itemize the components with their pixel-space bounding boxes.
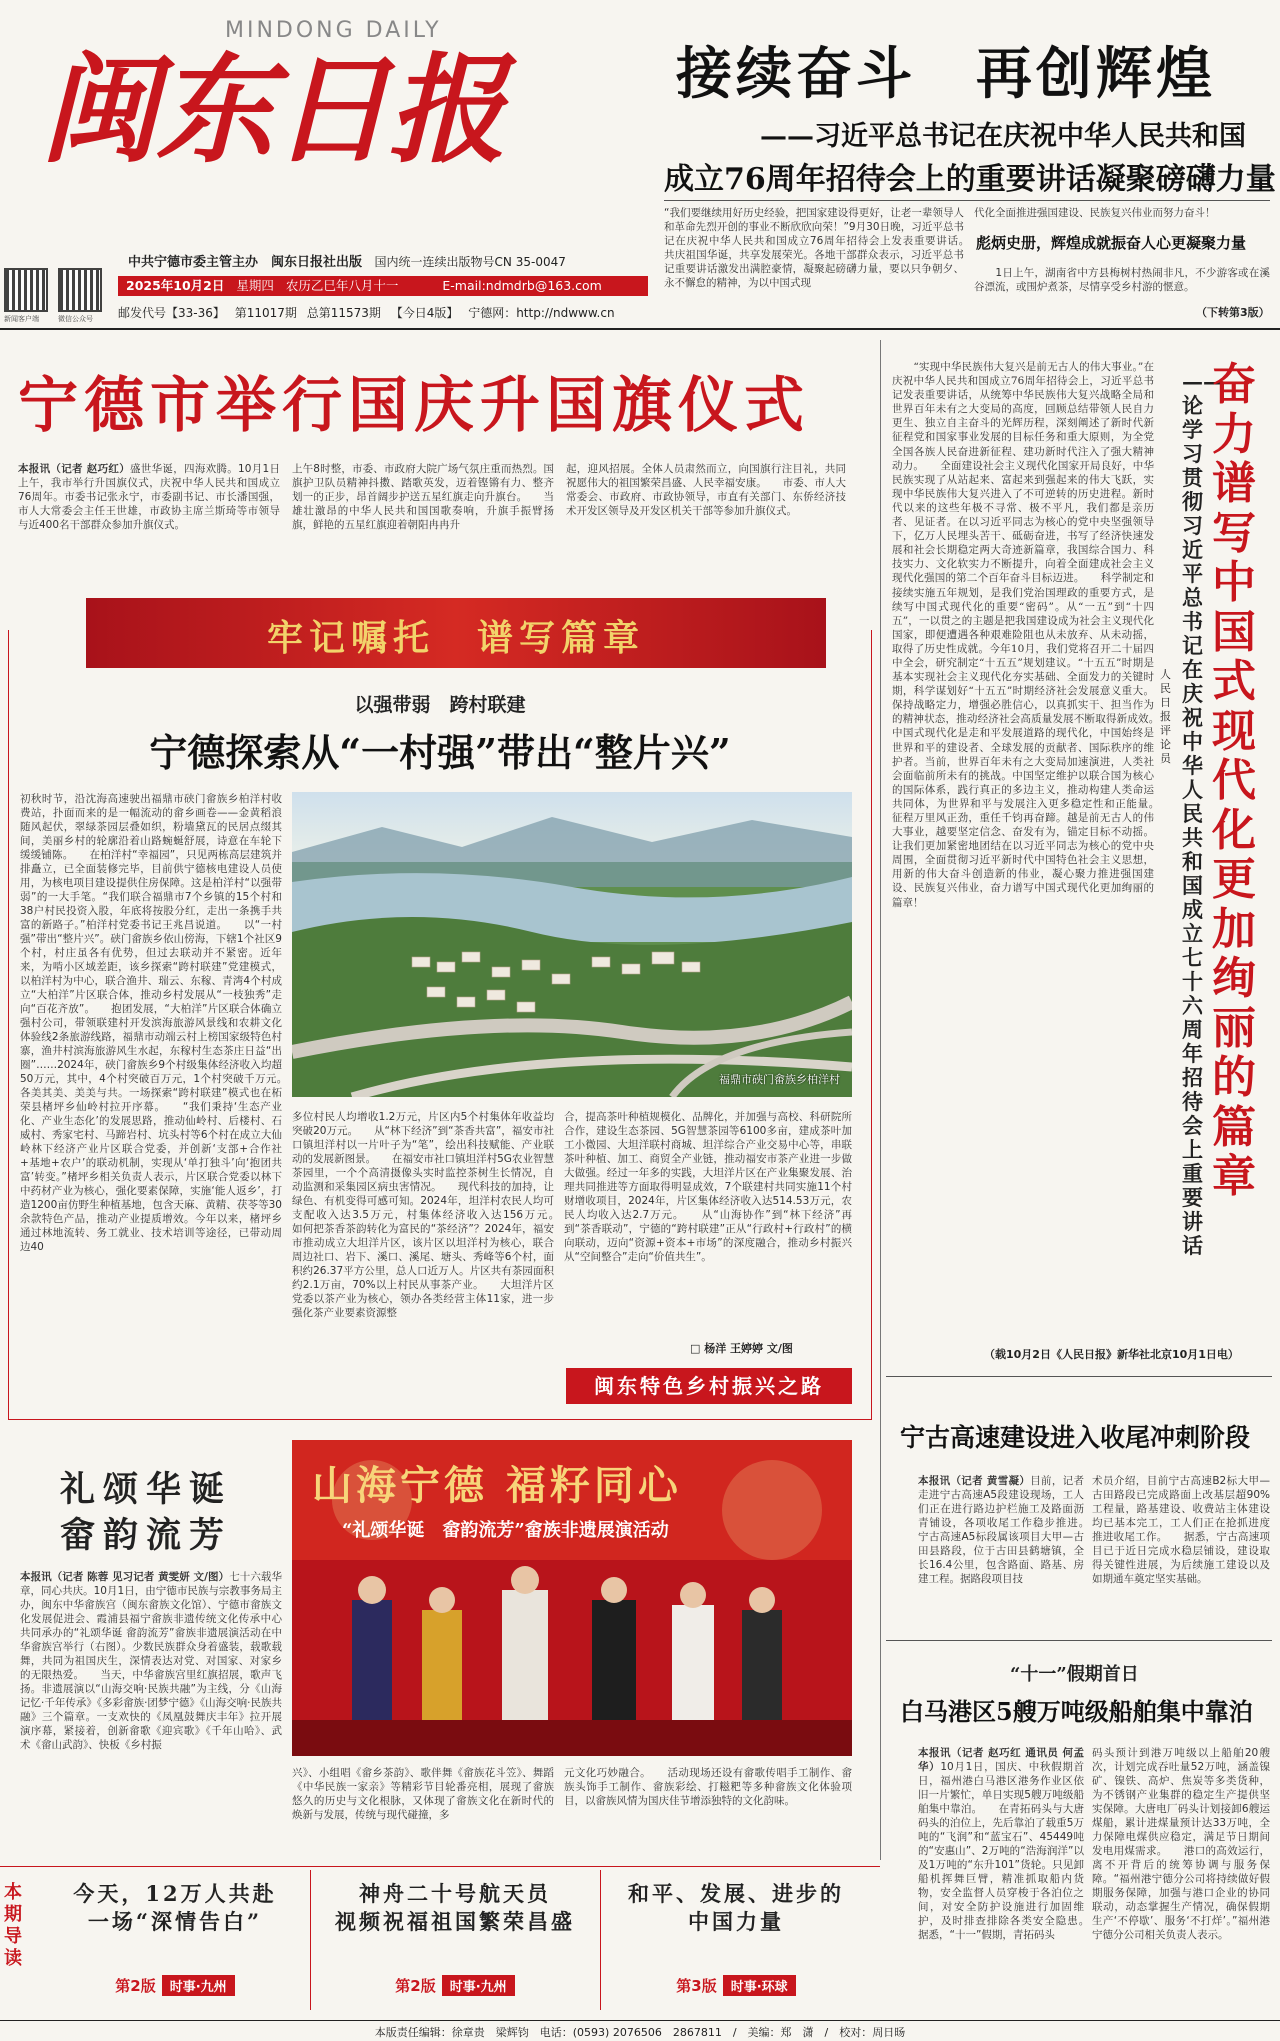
- lead-col-1: “我们要继续用好历史经验，把国家建设得更好，让老一辈领导人和革命先烈开创的事业不断欣欣向荣！”9月30日晚，习近平总书记在庆祝中华人民共和国成立76周年招待会上发表重要讲话。 共庆祖国华诞，共享发展荣光。各地干部群众表示，习近平总书记重要讲话激发出满腔豪情，凝聚起磅礴力量，要以只争朝夕、永不懈怠的精神，为以中国式现: [664, 207, 964, 289]
- highway-byline: 本报讯（记者 黄雪凝）: [918, 1475, 1031, 1487]
- festival-headline-1: 礼颂华诞: [60, 1469, 233, 1510]
- highway-headline: 宁古高速建设进入收尾冲刺阶段: [900, 1423, 1251, 1452]
- festival-headline-2: 畲韵流芳: [60, 1515, 233, 1556]
- commentary-subhead: ——论学习贯彻习近平总书记在庆祝中华人民共和国成立七十六周年招待会上重要讲话: [1182, 369, 1224, 1258]
- highway-col-1-text: 目前，记者走进宁古高速A5段建设现场，工人们正在进行路边护栏施工及路面沥青铺设，各项收尾工作稳步推进。 宁古高速A5标段属该项目大甲—古田县路段，位于古田县鹤塘镇，全长16.4公里，包含路面、路基、房建工程。据路段项目技: [918, 1475, 1084, 1585]
- qr-code-app[interactable]: [4, 268, 48, 312]
- qr-label-wechat: 微信公众号: [58, 315, 93, 323]
- lead-subhead-1: ——习近平总书记在庆祝中华人民共和国: [760, 121, 1246, 152]
- lead-col-2-subhead: 彪炳史册，辉煌成就振奋人心更凝聚力量: [976, 234, 1247, 252]
- issue-number: 第11017期: [234, 306, 297, 320]
- highway-col-2: 术员介绍，目前宁古高速B2标大甲—古田路段已完成路面上改基层超90%工程量，路基建设、收费站主体建设均已基本完工，工人们正在抢抓进度推进收尾工作。 据悉，宁古高速项目已于近日完成水稳层铺设，建设取得关键性进展，为后续施工建设以及如期通车奠定坚实基础。: [1092, 1475, 1270, 1585]
- port-byline: 本报讯（记者 赵巧红 通讯员 何孟华）: [918, 1747, 1084, 1773]
- cn-number: 国内统一连续出版物号CN 35-0047: [374, 255, 566, 269]
- promo-2-page: [310, 1975, 600, 1996]
- postal-code: 邮发代号【33-36】: [118, 306, 225, 320]
- issue-info-bar: [118, 304, 615, 321]
- port-col-1-text: 10月1日，国庆、中秋假期首日，福州港白马港区港务作业区依旧一片繁忙，单日实现5艘万吨级船舶集中靠泊。 在青拓码头与大唐码头的泊位上，先后靠泊了载重5万吨的“飞润”和“蓝宝石”、45449吨的“安惠山”、2万吨的“浩海润洋”以及1万吨的“东升101”货轮。只见卸船机挥舞巨臂，精准抓取船内货物，安全监督人员穿梭于各泊位之间，对安全防护设施进行加固维护，及时排查排除各类安全隐患。 据悉，“十一”假期，青拓码头: [918, 1761, 1084, 1941]
- promo-3-column: 时事·环球: [723, 1975, 796, 1996]
- flag-byline: 本报讯（记者 赵巧红）: [18, 463, 130, 475]
- village-headline: 宁德探索从“一村强”带出“整片兴”: [149, 730, 731, 775]
- festival-photo-title: 山海宁德 福籽同心: [312, 1462, 682, 1509]
- commentary-author: 人民日报评论员: [1160, 668, 1171, 765]
- promo-3-page: [600, 1975, 872, 1996]
- total-number: 总第11573期: [306, 306, 381, 320]
- flag-col-1-text: 盛世华诞，四海欢腾。10月1日上午，我市举行升国旗仪式，庆祝中华人民共和国成立76周年。市委书记张永宁，市委副书记、市长潘国强，市人大常委会主任王世雄，市政协主席兰斯琦等市领导与近400名干部群众参加升旗仪式。: [18, 463, 280, 531]
- promo-label: 本期导读: [4, 1882, 22, 1969]
- promo-1-page-no: 第2版: [115, 1977, 156, 1995]
- promo-item-1[interactable]: [40, 1870, 311, 2010]
- commentary-headline: 奋力谱写中国式现代化更加绚丽的篇章: [1212, 359, 1256, 1202]
- promo-2-title-2: 视频祝福祖国繁荣昌盛: [335, 1909, 575, 1934]
- promo-2-column: 时事·九州: [442, 1975, 515, 1996]
- village-authors: □ 杨洋 王婷婷 文/图: [690, 1342, 793, 1355]
- promo-2-title-1: 神舟二十号航天员: [359, 1881, 551, 1906]
- promo-3-title-2: 中国力量: [688, 1909, 784, 1934]
- highway-col-1: [918, 1474, 1084, 1626]
- photo-caption: 福鼎市硖门畲族乡柏洋村: [719, 1073, 840, 1086]
- promo-item-2[interactable]: [310, 1870, 601, 2010]
- festival-col-1-text: 七十六载华章，同心共庆。10月1日，由宁德市民族与宗教事务局主办，闽东中华畲族宫（闽东畲族文化馆）、宁德市畲族文化发展促进会、霞浦县福宁畲族非遗传统文化传承中心共同承办的“礼颂华诞 畲韵流芳”畲族非遗展演活动在中华畲族宫举行（右图）。少数民族群众身着盛装，载歌载舞，共同为祖国庆生，深情表达对党、对国家、对家乡的无限热爱。 当天，中华畲族宫里红旗招展，歌声飞扬。非遗展演以“山海交响·民族共融”为主线，分《山海记忆·千年传承》《多彩畲族·团梦宁德》《山海交响·民族共融》三个篇章。一支欢快的《凤凰鼓舞庆丰年》拉开展演序幕，紧接着，创新畲歌《迎宾歌》《千年山哈》、武术《畲山武韵》、快板《乡村振: [20, 1571, 282, 1751]
- aerial-landscape-svg: [292, 792, 852, 1097]
- lead-headline: 接续奋斗 再创辉煌: [676, 41, 1216, 107]
- promo-2-page-no: 第2版: [395, 1977, 436, 1995]
- issue-date: 2025年10月2日: [126, 278, 225, 293]
- flag-col-1: [18, 462, 280, 562]
- weekday: 星期四: [236, 278, 274, 293]
- festival-col-2: 兴》、小组唱《畲乡茶韵》、歌伴舞《畲族花斗笠》、舞蹈《中华民族一家亲》等精彩节目轮番亮相，展现了畲族悠久的历史与文化根脉，又体现了畲族文化在新时代的焕新与发展，传统与现代碰撞，多: [292, 1767, 554, 1821]
- newspaper-logo: 闽东日报: [40, 40, 505, 179]
- promo-1-column: 时事·九州: [162, 1975, 235, 1996]
- port-col-1: [918, 1746, 1084, 2014]
- promo-3-page-no: 第3版: [676, 1977, 717, 1995]
- village-col-3: 合，提高茶叶种植规模化、品牌化，并加强与高校、科研院所合作，建设生态茶园、5G智慧茶园等6100多亩，建成茶叶加工小微园、大坦洋联村商城、坦洋综合产业交易中心等，串联茶叶种植、加工、商贸全产业链，推动福安市茶产业进一步做大做强。经过一年多的实践，大坦洋片区在产业集聚发展、治理共同推进等方面取得明显成效，7个联建村共同实施11个村财增收项目，2024年，片区集体经济收入达514.53万元，农民人均收入达2.7万元。 从“山海协作”到“林下经济”再到“茶香联动”，宁德的“跨村联建”正从“行政村+行政村”的横向联动，迈向“资源+资本+市场”的深度融合，推动乡村振兴从“空间整合”走向“价值共生”。: [564, 1111, 852, 1263]
- lunar-date: 农历乙巳年八月十一: [285, 278, 399, 293]
- section-label-rural: 闽东特色乡村振兴之路: [566, 1368, 852, 1404]
- promo-1-title-1: 今天，12万人共赴: [73, 1881, 277, 1906]
- commentary-source: （载10月2日《人民日报》新华社北京10月1日电）: [984, 1348, 1239, 1361]
- page-count: 【今日4版】: [390, 306, 459, 320]
- festival-col-3: 元文化巧妙融合。 活动现场还设有畲歌传唱手工制作、畲族头饰手工制作、畲族彩绘、打糍粑等多种畲族文化体验项目，以畲族风情为国庆佳节增添独特的文化韵味。: [564, 1767, 852, 1807]
- qr-label-app: 新闻客户端: [4, 315, 39, 323]
- lead-subhead-2: 成立76周年招待会上的重要讲话凝聚磅礴力量: [664, 162, 1276, 197]
- slogan-text: 牢记嘱托 谱写篇章: [266, 617, 645, 659]
- english-name: MINDONG DAILY: [225, 18, 442, 43]
- flag-headline: 宁德市举行国庆升国旗仪式: [18, 371, 810, 441]
- commentary-body: “实现中华民族伟大复兴是前无古人的伟大事业。”在庆祝中华人民共和国成立76周年招待会上，习近平总书记发表重要讲话，从统筹中华民族伟大复兴战略全局和世界百年未有之大变局的高度，回顾总结带领人民自力更生、独立自主奋斗的光辉历程，深刻阐述了新时代新征程党和国家事业发展的目标任务和重大原则，为全党全国各族人民奋进新征程、建功新时代注入了强大精神动力。 全面建设社会主义现代化国家开局良好，中华民族实现了从站起来、富起来到强起来的伟大飞跃，实现中华民族伟大复兴进入了不可逆转的历史进程。新时代以来的这些年极不寻常、极不平凡，我们都是亲历者、见证者。在以习近平同志为核心的党中央坚强领导下，亿万人民埋头苦干、砥砺奋进，书写了经济快速发展和社会长期稳定两大奇迹新篇章，我国综合国力、科技实力、文化软实力不断提升，向着全面建成社会主义现代化强国的第二个百年奋斗目标迈进。 科学制定和接续实施五年规划，是我们党治国理政的重要方式，是续写中国式现代化的重要“密码”。从“一五”到“十四五”，一以贯之的主题是把我国建设成为社会主义现代化国家，即便遭遇各种艰难险阻也从未放弃、从未动摇，取得了历史性成就。今年10月，我们党将召开二十届四中全会，研究制定“十五五”规划建议。“十五五”时期是基本实现社会主义现代化夯实基础、全面发力的关键时期，科学谋划好“十五五”时期经济社会发展意义重大。保持战略定力，增强必胜信心，以真抓实干、担当作为的精神状态，推动经济社会高质量发展不断取得新成效。 中国式现代化是走和平发展道路的现代化，中国始终是世界和平的建设者、全球发展的贡献者、国际秩序的维护者。当前，世界百年未有之大变局加速演进，人类社会面临前所未有的挑战。中国坚定维护以联合国为核心的国际体系，践行真正的多边主义，推动构建人类命运共同体，为世界和平与发展注入更多稳定性和正能量。 征程万里风正劲，重任千钧再奋蹄。越是前无古人的伟大事业，越要坚定信念、奋发有为，锚定目标不动摇。让我们更加紧密地团结在以习近平同志为核心的党中央周围，全面贯彻习近平新时代中国特色社会主义思想，用新的伟大奋斗创造新的伟业，凝心聚力推进强国建设、民族复兴伟业，奋力谱写中国式现代化更加绚丽的篇章！: [892, 361, 1154, 909]
- flag-col-2: 上午8时整，市委、市政府大院广场气氛庄重而热烈。国旗护卫队员精神抖擞、踏歌英发，迈着铿锵有力、整齐划一的正步，昂首阔步护送五星红旗走向升旗台。 当雄壮激昂的中华人民共和国国歌奏响，升旗手振臂扬旗，鲜艳的五星红旗迎着朝阳冉冉升: [292, 463, 554, 531]
- promo-1-title-2: 一场“深情告白”: [87, 1909, 263, 1934]
- publisher-text: 中共宁德市委主管主办 闽东日报社出版: [128, 255, 363, 270]
- festival-photo-subtitle: “礼颂华诞 畲韵流芳”畲族非遗展演活动: [342, 1520, 669, 1541]
- festival-byline: 本报讯（记者 陈蓉 见习记者 黄雯妍 文/图）: [20, 1571, 230, 1583]
- village-col-1: 初秋时节，沿沈海高速驶出福鼎市硖门畲族乡柏洋村收费站，扑面而来的是一幅流动的畲乡画卷——金黄稻浪随风起伏，翠绿茶园层叠如织，粉墙黛瓦的民居点缀其间，美丽乡村的轮廓沿着山路蜿蜒舒展，诗意在车轮下缓缓铺陈。 在柏洋村“幸福园”，只见两栋高层建筑并排矗立，已全面装修完毕，目前供宁德核电建设人员使用，为核电项目建设提供住房保障。这是柏洋村“以强带弱”的一大手笔。“我们联合福鼎市7个乡镇的15个村和38户村民投资入股，年底将按股分红，走出一条携手共富的新路子。”柏洋村党委书记王兆昌说道。 以“一村强”带出“整片兴”。硖门畲族乡依山傍海，下辖1个社区9个村，村庄虽各有优势，但过去联动并不紧密。近年来，为啃小区域差距，该乡探索“跨村联建”党建模式，以柏洋村为中心，联合渔井、瑞云、东稼、青湾4个村成立“大柏洋”片区联合体，推动乡村发展从“一枝独秀”走向“百花齐放”。 抱团发展，“大柏洋”片区联合体确立强村公司，带领联建村开发滨海旅游风景线和农耕文化体验线2条旅游线路，福鼎市动端云村上榜国家级特色村寨，渔井村滨海旅游风生水起，东稼村生态茶庄日益“出圈”……2024年，硖门畲族乡9个村级集体经济收入均超50万元，其中，4个村突破百万元，1个村突破千万元。 各美其美、美美与共。一场探索“跨村联建”模式也在柘荣县楮坪乡仙岭村拉开序幕。 “我们秉持‘生态产业化、产业生态化’的发展思路，推动仙岭村、后楼村、石威村、秀家宅村、马蹄岩村、坑头村等6个村在成立大仙岭林下经济产业片区联合党委，并创新‘支部+合作社+基地+农户’的联动机制，实现从‘单打独斗’向‘抱团共富’转变。”楮坪乡相关负责人表示，片区联合党委以林下中药材产业为核心，强化要素保障，实施‘能人返乡’，打造1200亩仿野生种植基地，包含天麻、黄精、茯苓等30余款特色产品，推动产业提质增效。今年以来，楮坪乡通过林地流转、务工就业、技术培训等途径，已带动周边40: [20, 793, 282, 1253]
- lead-continued: （下转第3版）: [1196, 306, 1270, 319]
- footer-credits: 本版责任编辑：徐章贵 梁辉钧 电话：(0593) 2076506 2867811 / 美编：郑 潇 / 校对：周日旸: [374, 2026, 906, 2039]
- promo-3-title-1: 和平、发展、进步的: [628, 1881, 844, 1906]
- qr-code-wechat[interactable]: [58, 268, 102, 312]
- lead-col-2: 代化全面推进强国建设、民族复兴伟业而努力奋斗！: [974, 207, 1216, 219]
- village-aerial-photo: [292, 792, 852, 1097]
- port-col-2: 码头预计到港万吨级以上船舶20艘次，计划完成吞吐量52万吨，涵盖镍矿、镍铁、高炉、焦炭等多类货种，为不锈钢产业集群的稳定生产提供坚实保障。大唐电厂码头计划接卸6艘运煤船，累计进煤量预计达33万吨，全力保障电煤供应稳定，满足节日期间发电用煤需求。 港口的高效运行，离不开背后的统筹协调与服务保障。“福州港宁德分公司将持续做好假期服务保障，加强与港口企业的协同联动，动态掌握生产情况，确保假期生产‘不停歇’、服务‘不打烊’。”福州港宁德分公司相关负责人表示。: [1092, 1747, 1270, 1941]
- lead-col-2-text: 1日上午，湖南省中方县梅树村热闹非凡，不少游客或在溪谷漂流，或围炉煮茶，尽情享受乡村游的惬意。: [974, 267, 1270, 293]
- publisher-line: [128, 251, 566, 270]
- promo-item-3[interactable]: [600, 1870, 872, 2010]
- date-bar: [118, 276, 648, 296]
- festival-photo: [292, 1440, 852, 1756]
- flag-col-3: 起，迎风招展。全体人员肃然而立，向国旗行注目礼，共同祝愿伟大的祖国繁荣昌盛、人民幸福安康。 市委、市人大常委会、市政府、市政协领导，市直有关部门、东侨经济技术开发区领导及开发区机关干部等参加升旗仪式。: [566, 463, 846, 517]
- email[interactable]: E-mail:ndmdrb@163.com: [442, 278, 602, 293]
- port-kicker: “十一”假期首日: [1010, 1664, 1139, 1685]
- port-headline: 白马港区5艘万吨级船舶集中靠泊: [900, 1697, 1253, 1726]
- village-col-2: 多位村民人均增收1.2万元，片区内5个村集体年收益均突破20万元。 从“林下经济”到“茶香共富”，福安市社口镇坦洋村以一片叶子为“笔”，绘出科技赋能、产业联动的发展新图景。 在福安市社口镇坦洋村5G农业智慧茶园里，一个个高清摄像头实时监控茶树生长情况，自动监测和采集园区病虫害情况。 现代科技的加持，让绿色、有机变得可感可知。2024年，坦洋村农民人均可支配收入达3.5万元，村集体经济收入达156万元。 如何把茶香茶韵转化为富民的“茶经济”？2024年，福安市推动成立大坦洋片区，该片区以坦洋村为核心，联合周边社口、岩下、溪口、溪尾、塘头、秀峰等6个村，面积约26.37平方公里，总人口近万人。片区共有茶园面积约2.1万亩，70%以上村民从事茶产业。 大坦洋片区党委以茶产业为核心，领办各类经营主体11家，进一步强化茶产业要素资源整: [292, 1111, 554, 1319]
- village-kicker: 以强带弱 跨村联建: [354, 694, 526, 716]
- festival-col-1: [20, 1570, 282, 1850]
- website-link[interactable]: 宁德网：http://ndwww.cn: [468, 306, 615, 320]
- promo-1-page: [40, 1975, 310, 1996]
